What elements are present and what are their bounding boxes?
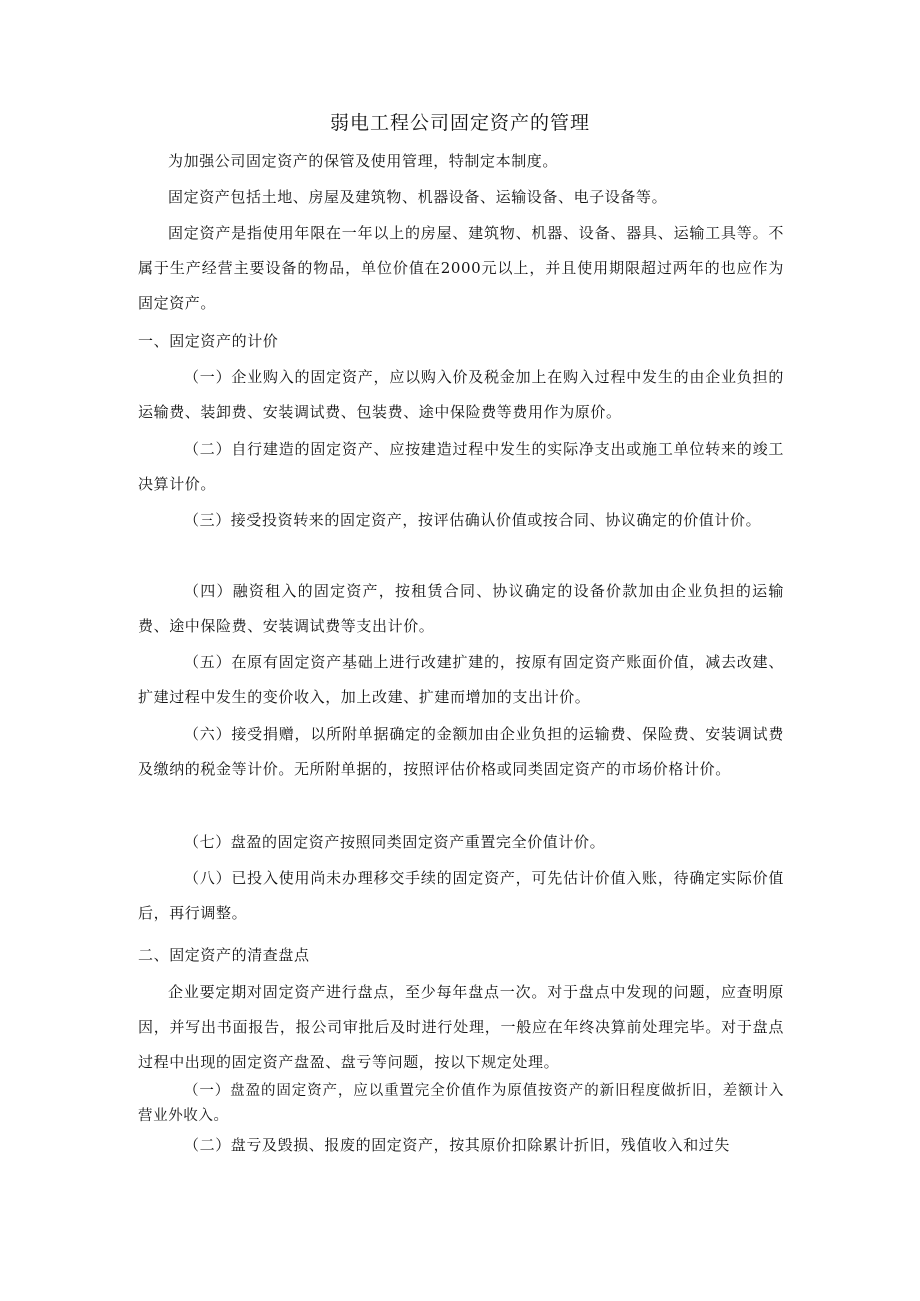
inventory-item-2: （二）盘亏及毁损、报废的固定资产，按其原价扣除累计折旧，残值收入和过失 — [184, 1136, 731, 1154]
valuation-item-8: （八）已投入使用尚未办理移交手续的固定资产，可先估计价值入账，待确定实际价值后，再行调整。 — [138, 869, 784, 922]
intro-paragraph-purpose: 为加强公司固定资产的保管及使用管理，特制定本制度。 — [168, 152, 559, 170]
valuation-item-2: （二）自行建造的固定资产、应按建造过程中发生的实际净支出或施工单位转来的竣工决算计价。 — [138, 440, 784, 493]
inventory-item-1: （一）盘盈的固定资产，应以重置完全价值作为原值按资产的新旧程度做折旧，差额计入营业外收入。 — [138, 1083, 784, 1124]
valuation-item-5: （五）在原有固定资产基础上进行改建扩建的，按原有固定资产账面价值，减去改建、扩建过程中发生的变价收入，加上改建、扩建而增加的支出计价。 — [138, 653, 784, 706]
inventory-body-paragraph: 企业要定期对固定资产进行盘点，至少每年盘点一次。对于盘点中发现的问题，应查明原因，并写出书面报告，报公司审批后及时进行处理，一般应在年终决算前处理完毕。对于盘点过程中出现的固定资产盘盈、盘亏等问题，按以下规定处理。 — [138, 983, 784, 1071]
valuation-item-3: （三）接受投资转来的固定资产，按评估确认价值或按合同、协议确定的价值计价。 — [184, 511, 762, 529]
valuation-item-4: （四）融资租入的固定资产，按租赁合同、协议确定的设备价款加由企业负担的运输费、途中保险费、安装调试费等支出计价。 — [138, 582, 784, 635]
document-title: 弱电工程公司固定资产的管理 — [329, 112, 590, 134]
valuation-item-6: （六）接受捐赠，以所附单据确定的金额加由企业负担的运输费、保险费、安装调试费及缴纳的税金等计价。无所附单据的，按照评估价格或同类固定资产的市场价格计价。 — [138, 725, 784, 778]
section-heading-inventory: 二、固定资产的清查盘点 — [138, 946, 310, 964]
valuation-item-1: （一）企业购入的固定资产，应以购入价及税金加上在购入过程中发生的由企业负担的运输费、装卸费、安装调试费、包装费、途中保险费等费用作为原价。 — [138, 368, 784, 421]
intro-paragraph-definition: 固定资产是指使用年限在一年以上的房屋、建筑物、机器、设备、器具、运输工具等。不属于生产经营主要设备的物品，单位价值在2000元以上，并且使用期限超过两年的也应作为固定资产。 — [138, 224, 784, 312]
valuation-item-7: （七）盘盈的固定资产按照同类固定资产重置完全价值计价。 — [184, 833, 606, 851]
section-heading-valuation: 一、固定资产的计价 — [138, 332, 279, 350]
intro-paragraph-scope: 固定资产包括土地、房屋及建筑物、机器设备、运输设备、电子设备等。 — [168, 188, 668, 206]
